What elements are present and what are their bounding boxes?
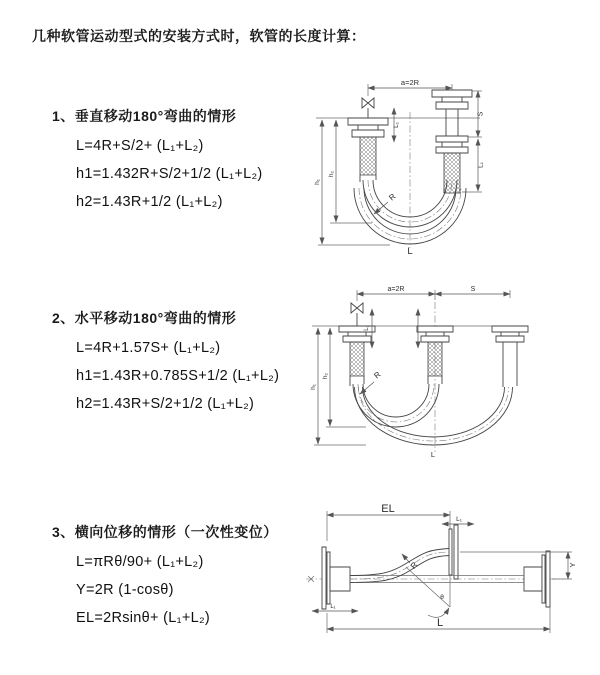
dimension-l [327,607,550,633]
section-1-heading: 1、垂直移动180°弯曲的情形 [52,108,237,124]
dim-label-l1-right: L₁ [477,162,485,168]
formula-y: Y=2R (1-cosθ) [76,582,174,598]
section-vertical-180 [52,106,263,216]
diagram-horizontal-180 [308,282,570,460]
dim-label-a2r: a=2R [387,286,405,293]
dim-label-y: Y [568,562,577,568]
formula-el: EL=2Rsinθ+ (L₁+L₂) [76,610,211,626]
right-leg-hose [503,342,517,387]
left-flange [348,118,388,137]
dim-label-h1: h₁ [310,384,317,390]
u-bend-hose [350,376,513,445]
dim-label-h2: h₂ [328,170,335,178]
dimension-s [435,286,510,294]
radius-callout [402,554,419,571]
angle-theta [406,567,450,617]
section-3-heading: 3、横向位移的情形（一次性变位） [52,524,278,540]
dim-label-l1-bottom: L₁ [330,604,336,610]
braid-section-left [360,137,376,175]
right-flange-original [524,551,550,607]
dimension-s [468,91,485,137]
formula-l: L=4R+S/2+ (L₁+L₂) [76,138,204,154]
valve-icon [351,303,363,326]
dimension-a2r [357,286,510,301]
right-flange-upper [432,90,472,136]
section-2-heading: 2、水平移动180°弯曲的情形 [52,310,237,326]
middle-flange [417,326,453,342]
dimension-l1-top [442,516,474,524]
formula-h2: h2=1.43R+S/2+1/2 (L₁+L₂) [76,396,255,412]
dim-label-l1-left: L₁ [393,122,400,128]
dim-label-l: L [436,617,444,629]
braid-section-middle [428,342,442,376]
diagram-vertical-180 [310,76,566,256]
dim-label-l: L [430,450,436,459]
page-title: 几种软管运动型式的安装方式时，软管的长度计算： [32,28,366,44]
dimension-y [460,552,577,579]
dim-label-el: EL [381,503,395,515]
formula-l: L=4R+1.57S+ (L₁+L₂) [76,340,221,356]
right-fitting-lower [436,136,468,153]
dim-label-theta: θ [440,594,444,601]
valve-icon [362,98,374,118]
dimension-l1 [364,309,418,348]
dimension-l1-left [393,108,400,142]
dim-label-a2r: a=2R [400,78,420,87]
dim-label-h1: h₁ [314,179,321,185]
dimension-l1-bottom [312,604,358,611]
dim-label-r: R [372,369,383,381]
section-horizontal-180 [52,308,279,418]
formula-l: L=πRθ/90+ (L₁+L₂) [76,554,204,570]
left-flange [322,547,350,609]
dim-label-l1-top: L₁ [456,516,462,523]
braid-section-left [350,342,364,376]
dim-label-r: R [408,560,420,571]
dim-label-r: R [387,191,398,203]
dim-label-l: L [407,246,413,256]
section-lateral-displacement [52,522,278,632]
dim-label-l1: L₁ [364,325,370,331]
formula-h2: h2=1.43R+1/2 (L₁+L₂) [76,194,223,210]
dimension-h1 [314,120,390,245]
upper-flange [449,525,458,579]
dim-label-s: S [477,111,485,117]
formula-h1: h1=1.43R+0.785S+1/2 (L₁+L₂) [76,368,280,384]
formula-h1: h1=1.432R+S/2+1/2 (L₁+L₂) [76,166,263,182]
dim-label-s: S [470,286,476,293]
dim-label-h2: h₂ [322,372,329,380]
diagram-lateral-displacement [300,497,590,649]
s-curve-hose [350,549,449,583]
radius-callout [374,192,398,214]
right-flange-moved [492,326,528,342]
